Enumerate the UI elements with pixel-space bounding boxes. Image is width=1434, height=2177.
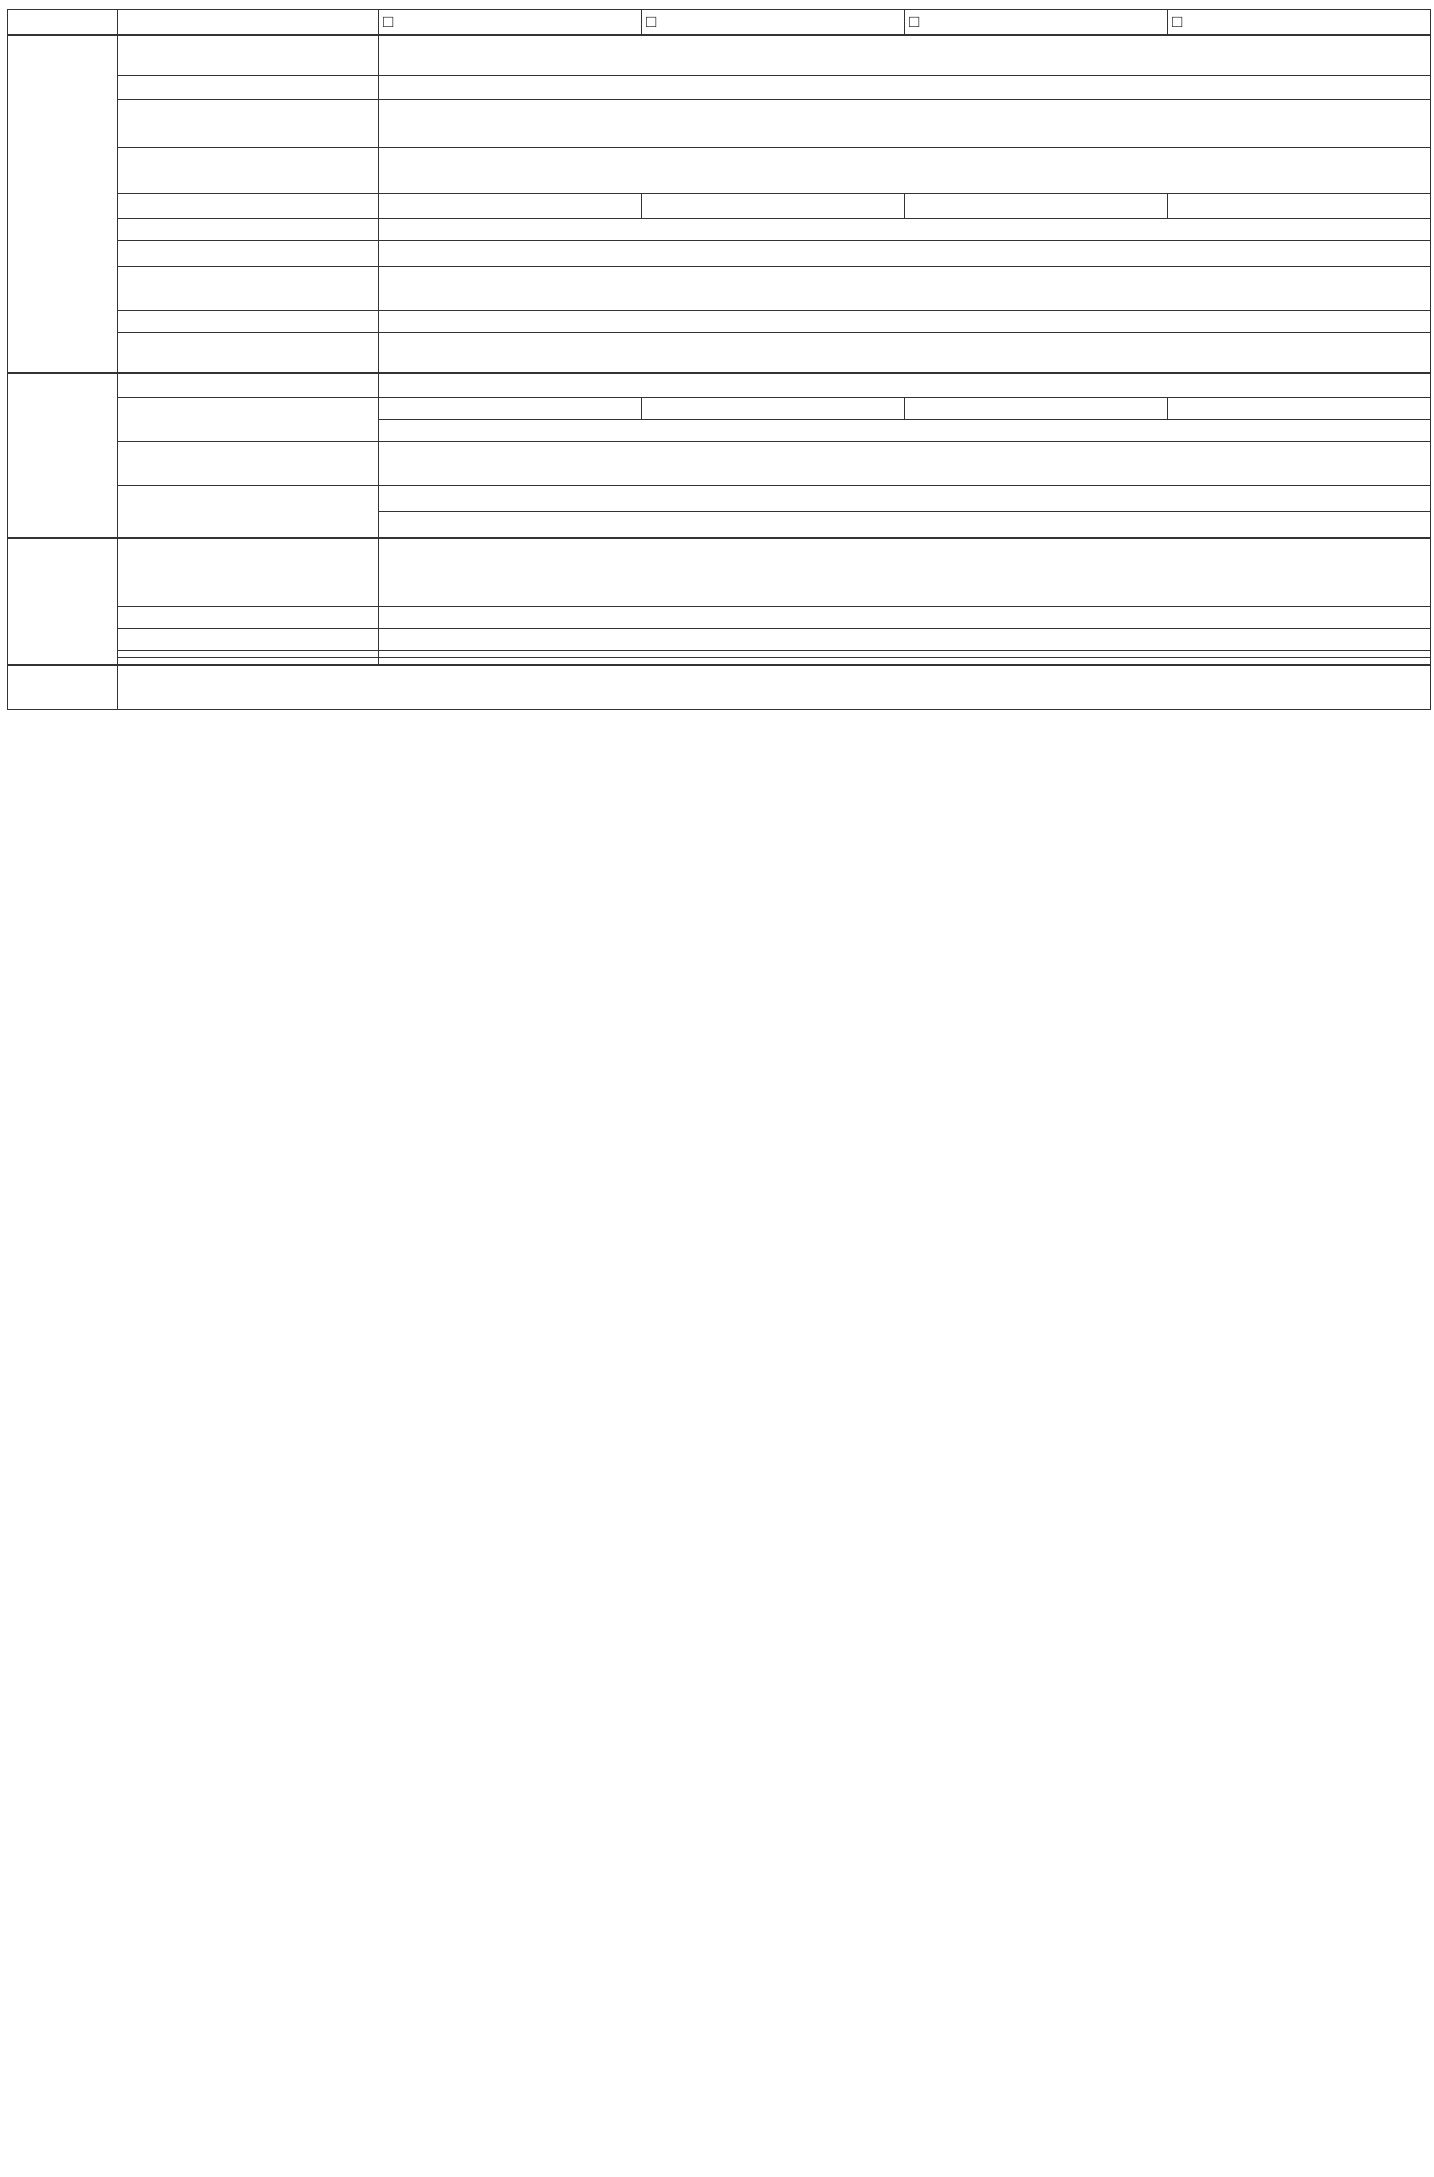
model-l: □ xyxy=(379,10,642,35)
spec-table xyxy=(7,9,1431,35)
section-input xyxy=(8,36,118,373)
model-label xyxy=(8,10,118,35)
notes-table xyxy=(7,665,1431,710)
protection-table xyxy=(7,373,1431,538)
input-table xyxy=(7,35,1431,373)
model-m: □ xyxy=(642,10,905,35)
spec-sheet xyxy=(7,9,1430,710)
voltage-range-value xyxy=(379,36,1431,76)
safety-table xyxy=(7,538,1431,665)
notes-text xyxy=(118,666,1431,710)
model-h: □ xyxy=(905,10,1168,35)
model-v: □ xyxy=(1168,10,1431,35)
